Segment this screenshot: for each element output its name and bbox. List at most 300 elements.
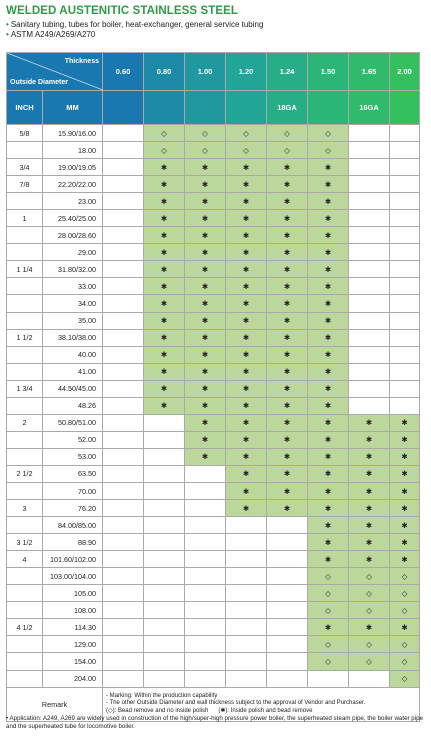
- empty-cell: [349, 380, 390, 397]
- asterisk-icon: ✱: [242, 230, 250, 240]
- diamond-icon: ◇: [325, 128, 331, 138]
- empty-cell: [226, 517, 267, 534]
- polish-cell: [267, 380, 308, 397]
- polish-cell: [144, 380, 185, 397]
- empty-cell: [103, 465, 144, 482]
- diamond-icon: ◇: [401, 674, 408, 684]
- empty-cell: [103, 363, 144, 380]
- polish-cell: [267, 414, 308, 431]
- mm-cell: 88.90: [43, 534, 103, 551]
- mm-cell: 76.20: [43, 500, 103, 517]
- empty-cell: [103, 278, 144, 295]
- table-row: [7, 176, 420, 193]
- empty-cell: [103, 517, 144, 534]
- mm-cell: 44.50/45.00: [43, 380, 103, 397]
- remark-line: - Marking: Within the production capability: [106, 692, 218, 699]
- asterisk-icon: ✱: [201, 401, 209, 411]
- bead-remove-cell: [308, 125, 349, 142]
- empty-cell: [185, 551, 226, 568]
- polish-cell: [267, 159, 308, 176]
- table-row: [7, 278, 420, 295]
- polish-cell: [308, 159, 349, 176]
- polish-cell: [308, 278, 349, 295]
- inch-cell: [7, 295, 43, 312]
- diamond-icon: ◇: [366, 639, 372, 649]
- polish-cell: [349, 431, 390, 448]
- table-row: [7, 602, 420, 619]
- bead-remove-cell: [308, 602, 349, 619]
- polish-cell: [226, 193, 267, 210]
- mm-cell: 52.00: [43, 431, 103, 448]
- asterisk-icon: ✱: [401, 452, 408, 462]
- asterisk-icon: ✱: [324, 350, 332, 360]
- mm-cell: 40.00: [43, 346, 103, 363]
- diamond-icon: ◇: [325, 571, 331, 581]
- diamond-icon: ◇: [401, 588, 408, 598]
- asterisk-icon: ✱: [324, 247, 332, 257]
- polish-cell: [144, 346, 185, 363]
- empty-cell: [267, 670, 308, 687]
- asterisk-icon: ✱: [365, 435, 373, 445]
- asterisk-icon: ✱: [242, 247, 250, 257]
- empty-cell: [185, 482, 226, 499]
- inch-header: INCH: [7, 91, 43, 125]
- outside-diameter-label: Outside Diameter: [10, 79, 68, 86]
- polish-cell: [185, 193, 226, 210]
- gauge-header: [144, 91, 185, 125]
- polish-cell: [308, 448, 349, 465]
- empty-cell: [185, 670, 226, 687]
- empty-cell: [226, 636, 267, 653]
- empty-cell: [390, 329, 420, 346]
- empty-cell: [144, 431, 185, 448]
- empty-cell: [226, 534, 267, 551]
- empty-cell: [185, 619, 226, 636]
- asterisk-icon: ✱: [283, 247, 291, 257]
- inch-cell: [7, 517, 43, 534]
- asterisk-icon: ✱: [324, 367, 332, 377]
- bead-remove-cell: [144, 142, 185, 159]
- empty-cell: [349, 142, 390, 159]
- table-row: [7, 244, 420, 261]
- inch-cell: [7, 142, 43, 159]
- bullet-item: • Sanitary tubing, tubes for boiler, heat-exchanger, general service tubing: [6, 20, 264, 29]
- asterisk-icon: ✱: [324, 554, 332, 564]
- diamond-icon: ◇: [243, 145, 249, 155]
- polish-cell: [144, 176, 185, 193]
- polish-cell: [390, 431, 420, 448]
- asterisk-icon: ✱: [365, 418, 373, 428]
- asterisk-icon: ✱: [283, 367, 291, 377]
- polish-cell: [226, 397, 267, 414]
- empty-cell: [267, 534, 308, 551]
- asterisk-icon: ✱: [283, 469, 291, 479]
- mm-cell: 29.00: [43, 244, 103, 261]
- inch-cell: 2 1/2: [7, 465, 43, 482]
- bullet-item: • ASTM A249/A269/A270: [6, 30, 96, 39]
- asterisk-icon: ✱: [324, 401, 332, 411]
- polish-cell: [267, 397, 308, 414]
- asterisk-icon: ✱: [324, 196, 332, 206]
- asterisk-icon: ✱: [201, 247, 209, 257]
- mm-cell: 34.00: [43, 295, 103, 312]
- empty-cell: [103, 448, 144, 465]
- diamond-icon: ◇: [401, 605, 408, 615]
- asterisk-icon: ✱: [242, 333, 250, 343]
- asterisk-icon: ✱: [324, 162, 332, 172]
- empty-cell: [267, 585, 308, 602]
- polish-cell: [144, 193, 185, 210]
- inch-cell: [7, 227, 43, 244]
- thickness-header: 1.24: [267, 53, 308, 91]
- polish-cell: [185, 346, 226, 363]
- polish-cell: [144, 329, 185, 346]
- diamond-icon: ◇: [401, 656, 408, 666]
- empty-cell: [103, 176, 144, 193]
- empty-cell: [390, 193, 420, 210]
- diamond-icon: ◇: [366, 571, 372, 581]
- empty-cell: [103, 414, 144, 431]
- asterisk-icon: ✱: [283, 418, 291, 428]
- polish-cell: [390, 517, 420, 534]
- empty-cell: [103, 397, 144, 414]
- table-row: [7, 517, 420, 534]
- mm-cell: 70.00: [43, 482, 103, 499]
- polish-cell: [226, 380, 267, 397]
- asterisk-icon: ✱: [401, 622, 408, 632]
- mm-cell: 15.90/16.00: [43, 125, 103, 142]
- page-title: WELDED AUSTENITIC STAINLESS STEEL: [6, 5, 239, 17]
- asterisk-icon: ✱: [160, 333, 168, 343]
- diamond-icon: ◇: [325, 605, 331, 615]
- polish-cell: [226, 261, 267, 278]
- table-row: [7, 653, 420, 670]
- empty-cell: [144, 585, 185, 602]
- empty-cell: [144, 602, 185, 619]
- asterisk-icon: ✱: [160, 179, 168, 189]
- polish-cell: [185, 278, 226, 295]
- polish-cell: [144, 261, 185, 278]
- asterisk-icon: ✱: [201, 350, 209, 360]
- polish-cell: [308, 551, 349, 568]
- diamond-icon: ◇: [366, 605, 372, 615]
- asterisk-icon: ✱: [283, 486, 291, 496]
- empty-cell: [308, 670, 349, 687]
- gauge-header: [308, 91, 349, 125]
- asterisk-icon: ✱: [201, 418, 209, 428]
- empty-cell: [390, 363, 420, 380]
- empty-cell: [185, 585, 226, 602]
- polish-cell: [267, 448, 308, 465]
- empty-cell: [390, 176, 420, 193]
- application-note: • Application: A249, A269 are widely used in construction of the high/super-high pressure power boiler, the superheated steam pipe, the boiler water pipe and the superheated tube for locomotive boiler.: [6, 715, 423, 730]
- polish-cell: [226, 244, 267, 261]
- polish-cell: [349, 465, 390, 482]
- empty-cell: [185, 500, 226, 517]
- inch-cell: 3 1/2: [7, 534, 43, 551]
- gauge-header: [103, 91, 144, 125]
- bead-remove-cell: [267, 125, 308, 142]
- polish-cell: [226, 414, 267, 431]
- empty-cell: [185, 602, 226, 619]
- bead-remove-cell: [185, 142, 226, 159]
- thickness-header: 2.00: [390, 53, 420, 91]
- asterisk-icon: ✱: [242, 281, 250, 291]
- table-row: [7, 500, 420, 517]
- asterisk-icon: ✱: [283, 401, 291, 411]
- empty-cell: [349, 261, 390, 278]
- mm-cell: 28.00/28.60: [43, 227, 103, 244]
- asterisk-icon: ✱: [283, 452, 291, 462]
- mm-cell: 103.00/104.00: [43, 568, 103, 585]
- mm-cell: 108.00: [43, 602, 103, 619]
- diamond-icon: ◇: [366, 588, 372, 598]
- polish-cell: [185, 380, 226, 397]
- polish-cell: [226, 500, 267, 517]
- asterisk-icon: ✱: [201, 298, 209, 308]
- asterisk-icon: ✱: [242, 162, 250, 172]
- asterisk-icon: ✱: [201, 435, 209, 445]
- polish-cell: [185, 397, 226, 414]
- empty-cell: [390, 278, 420, 295]
- inch-cell: 3: [7, 500, 43, 517]
- polish-cell: [267, 346, 308, 363]
- empty-cell: [390, 125, 420, 142]
- polish-cell: [308, 244, 349, 261]
- bead-remove-cell: [308, 653, 349, 670]
- diamond-icon: ◇: [161, 145, 167, 155]
- mm-cell: 23.00: [43, 193, 103, 210]
- empty-cell: [390, 210, 420, 227]
- empty-cell: [267, 636, 308, 653]
- polish-cell: [144, 278, 185, 295]
- asterisk-icon: ✱: [324, 537, 332, 547]
- polish-cell: [185, 244, 226, 261]
- empty-cell: [390, 346, 420, 363]
- empty-cell: [226, 602, 267, 619]
- polish-cell: [308, 346, 349, 363]
- asterisk-icon: ✱: [365, 486, 373, 496]
- polish-cell: [308, 534, 349, 551]
- empty-cell: [144, 653, 185, 670]
- gauge-header: [226, 91, 267, 125]
- mm-cell: 22.20/22.00: [43, 176, 103, 193]
- empty-cell: [185, 636, 226, 653]
- table-row: [7, 380, 420, 397]
- inch-cell: [7, 482, 43, 499]
- mm-cell: 84.00/85.00: [43, 517, 103, 534]
- asterisk-icon: ✱: [324, 298, 332, 308]
- polish-cell: [308, 397, 349, 414]
- asterisk-icon: ✱: [365, 520, 373, 530]
- mm-cell: 25.40/25.00: [43, 210, 103, 227]
- empty-cell: [390, 380, 420, 397]
- asterisk-icon: ✱: [283, 333, 291, 343]
- table-row: [7, 431, 420, 448]
- empty-cell: [144, 500, 185, 517]
- bead-remove-cell: [308, 585, 349, 602]
- table-row: [7, 585, 420, 602]
- asterisk-icon: ✱: [283, 316, 291, 326]
- inch-cell: [7, 448, 43, 465]
- inch-cell: 7/8: [7, 176, 43, 193]
- table-row: [7, 159, 420, 176]
- empty-cell: [349, 670, 390, 687]
- polish-cell: [185, 431, 226, 448]
- table-row: [7, 551, 420, 568]
- bead-remove-cell: [308, 142, 349, 159]
- diamond-icon: ◇: [401, 639, 408, 649]
- empty-cell: [103, 244, 144, 261]
- polish-cell: [390, 448, 420, 465]
- asterisk-icon: ✱: [160, 367, 168, 377]
- polish-cell: [349, 482, 390, 499]
- polish-cell: [308, 227, 349, 244]
- inch-cell: 2: [7, 414, 43, 431]
- inch-cell: [7, 363, 43, 380]
- inch-cell: 1 3/4: [7, 380, 43, 397]
- polish-cell: [226, 329, 267, 346]
- asterisk-icon: ✱: [283, 503, 291, 513]
- table-row: [7, 619, 420, 636]
- asterisk-icon: ✱: [365, 469, 373, 479]
- polish-cell: [390, 465, 420, 482]
- empty-cell: [267, 619, 308, 636]
- empty-cell: [226, 551, 267, 568]
- empty-cell: [103, 329, 144, 346]
- thickness-label: Thickness: [64, 58, 99, 65]
- inch-cell: [7, 244, 43, 261]
- empty-cell: [103, 142, 144, 159]
- empty-cell: [267, 653, 308, 670]
- empty-cell: [103, 551, 144, 568]
- asterisk-icon: ✱: [324, 230, 332, 240]
- mm-cell: 204.00: [43, 670, 103, 687]
- empty-cell: [103, 500, 144, 517]
- polish-cell: [390, 619, 420, 636]
- bead-remove-cell: [226, 142, 267, 159]
- asterisk-icon: ✱: [283, 298, 291, 308]
- inch-cell: [7, 397, 43, 414]
- gauge-header: [185, 91, 226, 125]
- asterisk-icon: ✱: [324, 179, 332, 189]
- polish-cell: [226, 465, 267, 482]
- asterisk-icon: ✱: [201, 230, 209, 240]
- empty-cell: [144, 534, 185, 551]
- thickness-header: 1.50: [308, 53, 349, 91]
- polish-cell: [267, 278, 308, 295]
- polish-cell: [267, 329, 308, 346]
- bead-remove-cell: [226, 125, 267, 142]
- polish-cell: [226, 159, 267, 176]
- asterisk-icon: ✱: [242, 503, 250, 513]
- asterisk-icon: ✱: [401, 469, 408, 479]
- asterisk-icon: ✱: [401, 486, 408, 496]
- mm-cell: 101.60/102.00: [43, 551, 103, 568]
- polish-cell: [390, 551, 420, 568]
- bead-remove-cell: [349, 636, 390, 653]
- polish-cell: [144, 295, 185, 312]
- asterisk-icon: ✱: [401, 418, 408, 428]
- empty-cell: [144, 517, 185, 534]
- asterisk-icon: ✱: [324, 469, 332, 479]
- table-row: [7, 636, 420, 653]
- polish-cell: [349, 534, 390, 551]
- asterisk-icon: ✱: [160, 247, 168, 257]
- empty-cell: [267, 551, 308, 568]
- polish-cell: [349, 500, 390, 517]
- empty-cell: [349, 244, 390, 261]
- polish-cell: [267, 227, 308, 244]
- polish-cell: [226, 346, 267, 363]
- polish-cell: [267, 465, 308, 482]
- asterisk-icon: ✱: [201, 452, 209, 462]
- gauge-header: 16GA: [349, 91, 390, 125]
- table-row: [7, 295, 420, 312]
- empty-cell: [267, 602, 308, 619]
- asterisk-icon: ✱: [365, 452, 373, 462]
- empty-cell: [103, 636, 144, 653]
- empty-cell: [226, 568, 267, 585]
- bead-remove-cell: [390, 585, 420, 602]
- inch-cell: [7, 670, 43, 687]
- asterisk-icon: ✱: [201, 264, 209, 274]
- asterisk-icon: ✱: [160, 162, 168, 172]
- diamond-icon: ◇: [284, 128, 290, 138]
- polish-cell: [390, 534, 420, 551]
- asterisk-icon: ✱: [201, 179, 209, 189]
- polish-cell: [226, 176, 267, 193]
- empty-cell: [144, 482, 185, 499]
- diamond-icon: ◇: [202, 128, 208, 138]
- empty-cell: [349, 278, 390, 295]
- polish-cell: [267, 261, 308, 278]
- inch-cell: [7, 312, 43, 329]
- polish-cell: [185, 159, 226, 176]
- empty-cell: [390, 295, 420, 312]
- asterisk-icon: ✱: [201, 196, 209, 206]
- polish-cell: [267, 363, 308, 380]
- mm-cell: 129.00: [43, 636, 103, 653]
- asterisk-icon: ✱: [283, 196, 291, 206]
- inch-cell: [7, 193, 43, 210]
- empty-cell: [103, 431, 144, 448]
- table-row: [7, 534, 420, 551]
- diamond-icon: ◇: [325, 145, 331, 155]
- polish-cell: [308, 517, 349, 534]
- thickness-header: 0.80: [144, 53, 185, 91]
- mm-cell: 105.00: [43, 585, 103, 602]
- polish-cell: [185, 414, 226, 431]
- empty-cell: [349, 193, 390, 210]
- polish-cell: [226, 482, 267, 499]
- table-row: [7, 329, 420, 346]
- inch-cell: [7, 568, 43, 585]
- asterisk-icon: ✱: [401, 554, 408, 564]
- empty-cell: [226, 585, 267, 602]
- empty-cell: [103, 585, 144, 602]
- polish-cell: [308, 431, 349, 448]
- inch-cell: 1: [7, 210, 43, 227]
- asterisk-icon: ✱: [324, 384, 332, 394]
- thickness-header: 1.20: [226, 53, 267, 91]
- empty-cell: [103, 295, 144, 312]
- asterisk-icon: ✱: [242, 316, 250, 326]
- polish-cell: [308, 312, 349, 329]
- empty-cell: [144, 636, 185, 653]
- diamond-icon: ◇: [325, 639, 331, 649]
- table-row: [7, 397, 420, 414]
